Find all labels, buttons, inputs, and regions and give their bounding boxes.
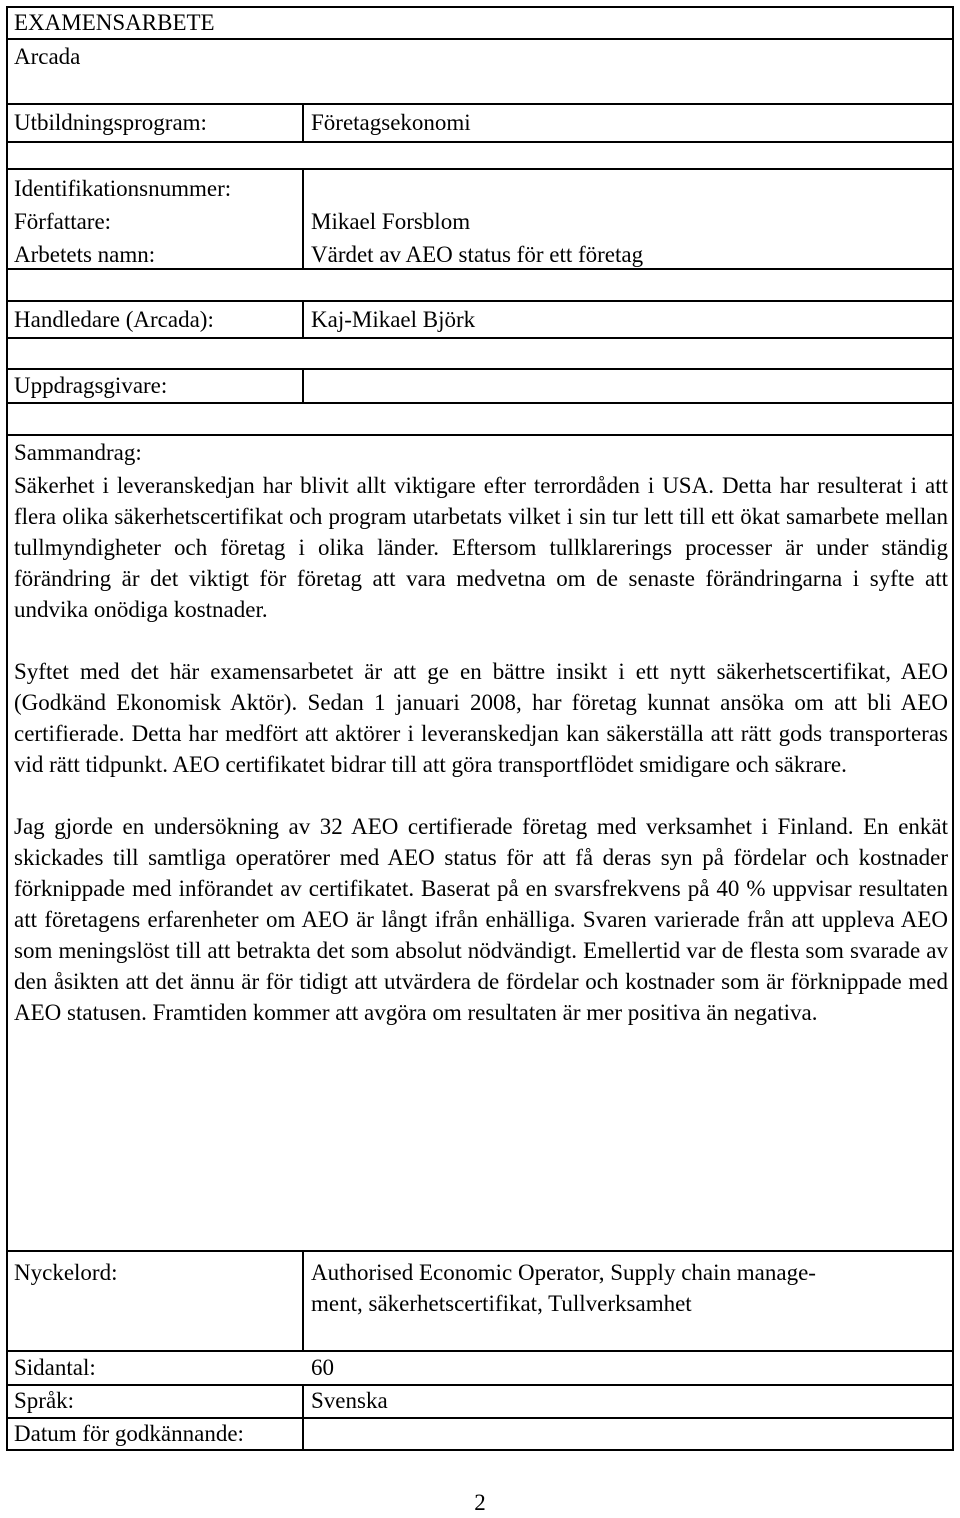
summary-paragraph: Jag gjorde en undersökning av 32 AEO certifierade företag med verksamhet i Finland. En enkät skickades till samtliga operatörer med AEO status för att få deras syn på fördelar och kostnader förknippade med införandet av certifikatet. Baserat på en svarsfrekvens på 40 % uppvisar resultaten att företagens erfarenheter om AEO är långt ifrån enhälliga. Svaren varierade från att uppleva AEO som meningslöst till att betrakta det som absolut nödvändigt. Emellertid var de flesta som svarade av den åsikten att det ännu är för tidigt att utvärdera de fördelar och kostnader som är förknippade med AEO statusen. Framtiden kommer att avgöra om resultaten är mer positiva än negativa. [14,814,948,1025]
row-divider [6,402,954,404]
keywords-line: ment, säkerhetscertifikat, Tullverksamhet [311,1291,692,1316]
row-divider [6,168,954,170]
keywords-label: Nyckelord: [14,1260,118,1285]
id-label: Identifikationsnummer: [14,176,232,201]
program-value: Företagsekonomi [311,110,471,135]
document-type: EXAMENSARBETE [14,10,215,35]
summary-paragraph: Syftet med det här examensarbetet är att ge en bättre insikt i ett nytt säkerhetscertifikat, AEO (Godkänd Ekonomisk Aktör). Sedan 1 januari 2008, har företag kunnat ansöka om att bli AEO certifierade. Detta har medfört att aktörer i leveranskedjan kan säkerställa att rätt gods transporteras vid rätt tidpunkt. AEO certifikatet bidrar till att göra transportflödet smidigare och säkrare. [14,659,948,777]
row-divider [6,434,954,436]
summary-paragraph: Säkerhet i leveranskedjan har blivit allt viktigare efter terrordåden i USA. Detta har resulterat i att flera olika säkerhetscertifikat och program utarbetats vilket i sin tur lett till ett ökat samarbete mellan tullmyndigheter och företag i olika länder. Eftersom tullklarerings processer är under ständig förändring är det viktigt för företag att vara medvetna om de senaste förändringarna i syfte att undvika onödiga kostnader. [14,473,948,622]
column-divider [302,103,304,141]
row-divider [6,1250,954,1252]
column-divider [302,1384,304,1451]
approval-date-label: Datum för godkännande: [14,1421,244,1446]
column-divider [302,368,304,402]
supervisor-value: Kaj-Mikael Björk [311,307,476,332]
commissioner-label: Uppdragsgivare: [14,373,168,398]
title-value: Värdet av AEO status för ett företag [311,242,644,267]
program-label: Utbildningsprogram: [14,110,207,135]
row-divider [6,103,954,105]
language-label: Språk: [14,1388,75,1413]
author-value: Mikael Forsblom [311,209,471,234]
summary-heading: Sammandrag: [14,440,142,465]
page-number: 2 [474,1490,486,1515]
row-divider [6,141,954,143]
row-divider [6,1350,954,1352]
row-divider [6,337,954,339]
column-divider [302,168,304,268]
row-divider [6,368,954,370]
supervisor-label: Handledare (Arcada): [14,307,214,332]
keywords-line: Authorised Economic Operator, Supply chain manage- [311,1260,816,1285]
summary-text [14,470,948,1028]
row-divider [6,300,954,302]
row-divider [6,38,954,40]
column-divider [302,1250,304,1350]
column-divider [302,300,304,337]
pages-value: 60 [311,1355,334,1380]
author-label: Författare: [14,209,112,234]
title-label: Arbetets namn: [14,242,156,267]
institution: Arcada [14,44,81,69]
language-value: Svenska [311,1388,388,1413]
row-divider [6,1384,954,1386]
pages-label: Sidantal: [14,1355,96,1380]
